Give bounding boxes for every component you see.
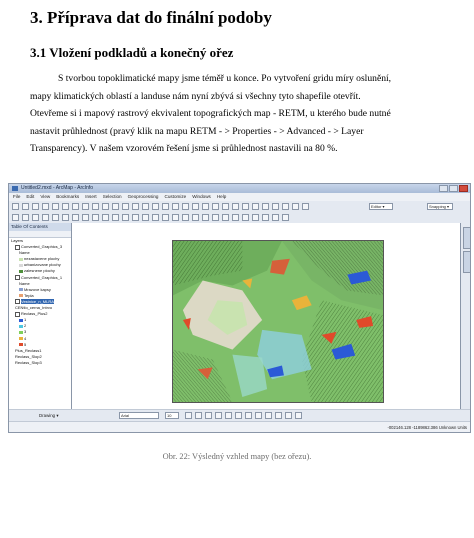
toc-layer-label: 3 [24, 329, 27, 335]
toolbar-button-icon[interactable] [92, 203, 99, 210]
legend-swatch [19, 258, 23, 261]
legend-swatch [19, 288, 23, 291]
toc-layer-label: Layers [11, 238, 24, 243]
legend-swatch [19, 337, 23, 340]
drawing-tool-icon[interactable] [235, 412, 242, 419]
drawing-tool-icon[interactable] [275, 412, 282, 419]
menu-item-help[interactable]: Help [216, 194, 227, 199]
font-name-select[interactable]: Arial [119, 412, 159, 419]
toolbar-button-icon[interactable] [62, 203, 69, 210]
map-view[interactable] [72, 223, 460, 409]
toc-layer-label: Reclass_Slop2 [15, 353, 42, 359]
arcmap-screenshot [8, 183, 471, 433]
menu-item-file[interactable]: File [13, 194, 21, 199]
toolbar-button-icon[interactable] [222, 214, 229, 221]
legend-swatch [19, 264, 23, 267]
legend-swatch [19, 325, 23, 328]
toolbar-button-icon[interactable] [132, 203, 139, 210]
toc-layer-label: Vestnice_n_MLRA [21, 298, 54, 304]
toolbar-button-icon[interactable] [222, 203, 229, 210]
toolbar-button-icon[interactable] [162, 203, 169, 210]
layer-checkbox[interactable] [15, 312, 20, 317]
editor-dropdown[interactable]: Editor ▾ [369, 203, 393, 210]
paragraph-line: mapy klimatických oblastí a landuse nám nyní zbývá si všechny tyto shapefile otevřít. [30, 90, 361, 102]
toolbar-button-icon[interactable] [22, 203, 29, 210]
toolbar-button-icon[interactable] [202, 214, 209, 221]
toc-layer-label: Name [19, 250, 30, 256]
toc-layer-label: Converted_Graphics_3 [21, 244, 63, 250]
toolbar-button-icon[interactable] [112, 214, 119, 221]
layer-checkbox[interactable] [15, 245, 20, 250]
drawing-tool-icon[interactable] [185, 412, 192, 419]
toolbar-button-icon[interactable] [282, 203, 289, 210]
toolbar-button-icon[interactable] [272, 203, 279, 210]
toc-layer-label: 4 [24, 335, 27, 341]
arcmap-app-icon [12, 186, 18, 191]
toolbar-button-icon[interactable] [202, 203, 209, 210]
figure-caption: Obr. 22: Výsledný vzhled mapy (bez ořezu). [162, 452, 312, 461]
toc-list [9, 238, 71, 366]
toolbar-button-icon[interactable] [252, 214, 259, 221]
toc-layer-label: Mrazove kapsy [24, 286, 51, 292]
layer-checkbox[interactable] [15, 299, 20, 304]
toolbar-button-icon[interactable] [102, 203, 109, 210]
toolbar-button-icon[interactable] [112, 203, 119, 210]
drawing-tool-icon[interactable] [255, 412, 262, 419]
menu-item-selection[interactable]: Selection [102, 194, 122, 199]
drawing-tool-icon[interactable] [285, 412, 292, 419]
menu-item-bookmarks[interactable]: Bookmarks [56, 194, 80, 199]
font-size-select[interactable]: 10 [165, 412, 179, 419]
maximize-icon[interactable] [449, 185, 458, 192]
toolbar-button-icon[interactable] [262, 214, 269, 221]
toolbar-button-icon[interactable] [272, 214, 279, 221]
toolbar-button-icon[interactable] [232, 203, 239, 210]
drawing-tool-icon[interactable] [245, 412, 252, 419]
drawing-tool-icon[interactable] [215, 412, 222, 419]
toolbar-button-icon[interactable] [242, 214, 249, 221]
toolbar-button-icon[interactable] [192, 214, 199, 221]
toolbar-button-icon[interactable] [142, 214, 149, 221]
paragraph-line: nastavit průhlednost (pravý klik na mapu RETM - > Properties - > Advanced - > Layer [30, 125, 364, 137]
window-title: Untitled2.mxd - ArcMap - ArcInfo [21, 185, 93, 191]
status-coordinates: -002146.128 -1189862.386 Unknown Units [387, 425, 467, 430]
toc-layer-label: Reclass_Slop3 [15, 359, 42, 365]
toolbar-button-icon[interactable] [232, 214, 239, 221]
toc-layer-label: urbanizovane plochy [24, 262, 61, 268]
toolbar-button-icon[interactable] [82, 203, 89, 210]
paragraph-line: Otevřeme si i mapový rastrový ekvivalent topografických map - RETM, u kterého bude nutné [30, 108, 391, 120]
snapping-dropdown[interactable]: Snapping ▾ [427, 203, 453, 210]
toolbar-button-icon[interactable] [292, 203, 299, 210]
toolbar-button-icon[interactable] [122, 214, 129, 221]
toc-layer-label: Converted_Graphics_1 [21, 274, 63, 280]
toolbar-button-icon[interactable] [92, 214, 99, 221]
drawing-tool-icon[interactable] [265, 412, 272, 419]
close-icon[interactable] [459, 185, 468, 192]
toc-layer-label: Reclass_Plus2 [21, 311, 48, 317]
toolbar-button-icon[interactable] [132, 214, 139, 221]
legend-swatch [19, 343, 23, 346]
toolbar-button-icon[interactable] [12, 203, 19, 210]
toolbar-button-icon[interactable] [192, 203, 199, 210]
body-paragraph [30, 70, 470, 158]
toolbar-button-icon[interactable] [152, 214, 159, 221]
legend-swatch [19, 294, 23, 297]
toolbar-button-icon[interactable] [212, 203, 219, 210]
toolbar-button-icon[interactable] [262, 203, 269, 210]
menu-item-insert[interactable]: Insert [85, 194, 97, 199]
legend-swatch [19, 331, 23, 334]
toolbar-button-icon[interactable] [52, 203, 59, 210]
toolbar-button-icon[interactable] [162, 214, 169, 221]
legend-swatch [19, 270, 23, 273]
toolbar-button-icon[interactable] [122, 203, 129, 210]
catalog-tab[interactable] [463, 227, 471, 249]
toc-layer-label: Name [19, 280, 30, 286]
toolbar-button-icon[interactable] [172, 214, 179, 221]
toolbar-button-icon[interactable] [182, 214, 189, 221]
drawing-toolbar [9, 409, 470, 421]
toolbar-button-icon[interactable] [72, 214, 79, 221]
toolbar-button-icon[interactable] [212, 214, 219, 221]
status-bar [9, 421, 470, 433]
window-titlebar [9, 184, 470, 193]
subsection-heading: 3.1 Vložení podkladů a konečný ořez [30, 45, 234, 60]
toolbar-button-icon[interactable] [42, 214, 49, 221]
toolbar-button-icon[interactable] [102, 214, 109, 221]
toolbar-button-icon[interactable] [252, 203, 259, 210]
toolbar-button-icon[interactable] [12, 214, 19, 221]
menu-item-view[interactable]: View [40, 194, 51, 199]
toolbar-button-icon[interactable] [72, 203, 79, 210]
menu-item-edit[interactable]: Edit [26, 194, 35, 199]
drawing-menu[interactable]: Drawing ▾ [39, 413, 59, 418]
drawing-tool-icon[interactable] [225, 412, 232, 419]
toc-layer-label: 2 [24, 323, 27, 329]
paragraph-line: S tvorbou topoklimatické mapy jsme téměř u konce. Po vytvoření gridu míry oslunění, [58, 73, 392, 84]
drawing-tool-icon[interactable] [295, 412, 302, 419]
toolbar-button-icon[interactable] [22, 214, 29, 221]
section-heading: 3. Příprava dat do finální podoby [30, 8, 272, 27]
toc-layer-item[interactable] [9, 360, 71, 366]
table-of-contents [9, 223, 72, 409]
toolbar-button-icon[interactable] [142, 203, 149, 210]
toolbar-button-icon[interactable] [242, 203, 249, 210]
toc-title: Table Of Contents [9, 223, 71, 231]
drawing-tool-icon[interactable] [205, 412, 212, 419]
menu-item-windows[interactable]: Windows [192, 194, 211, 199]
minimize-icon[interactable] [439, 185, 448, 192]
toolbar-button-icon[interactable] [282, 214, 289, 221]
toc-layer-label: zalesnene plochy [24, 268, 55, 274]
legend-swatch [19, 319, 23, 322]
search-tab[interactable] [463, 251, 471, 273]
topoclimatic-map [172, 240, 384, 403]
toc-tabs[interactable] [9, 231, 71, 238]
toolbar-button-icon[interactable] [32, 214, 39, 221]
toolbar-button-icon[interactable] [32, 203, 39, 210]
toc-layer-label: Tepla [24, 292, 34, 298]
toolbar-button-icon[interactable] [42, 203, 49, 210]
menu-item-geoprocessing[interactable]: Geoprocessing [127, 194, 159, 199]
toolbar-button-icon[interactable] [302, 203, 309, 210]
toc-layer-label: Plus_Reclass1 [15, 347, 42, 353]
toc-layer-label: nezastavene plochy [24, 256, 60, 262]
toolbar-button-icon[interactable] [82, 214, 89, 221]
toc-layer-label: CENtlo_cerna_Intrvo [15, 305, 53, 311]
toolbar-button-icon[interactable] [52, 214, 59, 221]
paragraph-line: Transparency). V našem vzorovém řešení jsme si průhlednost nastavili na 80 %. [30, 143, 338, 155]
menu-item-customize[interactable]: Customize [164, 194, 187, 199]
right-dock-strip [460, 223, 471, 409]
toolbar-button-icon[interactable] [62, 214, 69, 221]
toolbar-button-icon[interactable] [182, 203, 189, 210]
layer-checkbox[interactable] [15, 275, 20, 280]
toc-layer-label: 1 [24, 317, 27, 323]
window-controls [439, 185, 468, 192]
toolbar-button-icon[interactable] [172, 203, 179, 210]
toolbar-button-icon[interactable] [152, 203, 159, 210]
drawing-tool-icon[interactable] [195, 412, 202, 419]
toc-layer-label: 5 [24, 341, 27, 347]
